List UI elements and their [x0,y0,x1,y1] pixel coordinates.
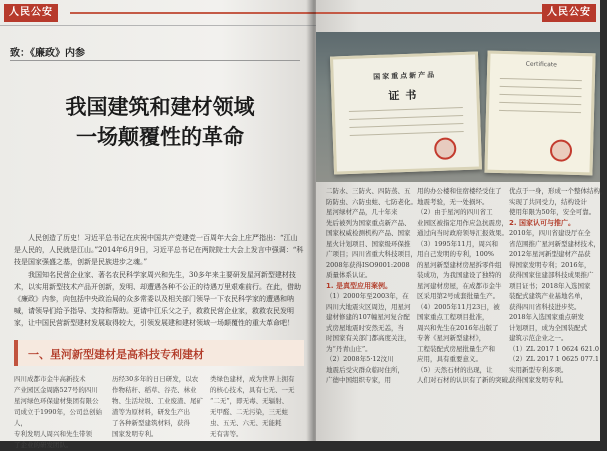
text-line: 工程装配式房屋批量生产和 [417,344,495,353]
certificate-text-line [500,78,582,81]
header-rule-right [316,12,546,14]
certificate-national-key-product [330,51,482,174]
text-line: （5）天然石材的出现，让 [417,365,493,374]
body-column-2 [112,374,204,440]
left-page-header [0,0,316,26]
certificate-2-heading: Certificate [525,60,557,69]
text-line: 用自己发明的专利，100% [417,250,495,258]
text-line: 国家重点工程项目批准， [417,313,489,321]
text-line: 优点于一身，形成一个整体结构， [509,187,607,195]
header-logo-left: 人民公安 [4,4,58,22]
text-line: 应用，具有重要意义。 [417,355,482,363]
text-line: 广项目；四川省重大科技项目， [326,250,417,258]
text-line: （1）ZL 2017 1 0624 621.0 [509,344,600,353]
text-line: 的核心技术，具有七无、一无 [210,386,295,394]
text-line: （3）1995年11月，周兴和 [417,239,498,248]
text-line: 通过向当时政府领导汇报效果。 [417,229,508,237]
text-line: 历经30多年的日日研发，以农 [112,375,199,383]
text-line: 专著《星河新型建材》， [417,334,486,342]
header-rule-left [70,12,316,14]
section-tag: 致：《廉政》内参 [10,48,85,59]
text-line: 渣等为原材料，研发生产出 [112,408,190,416]
text-line: 实现了共同受力，结构设计 [509,197,587,206]
text-line: 省范围推广星河新型建材技术， [509,239,600,248]
text-line: 业园区被指定用作应急抗震房， [417,218,508,227]
intro-paragraph: 我国知名民营企业家、著名农民科学家周兴和先生，30多年来主要研发星河新型建材技术，以实用新型技术产品开创新，发明、却遭遇各种不公正的待遇万里艰难前行。在此，借助《廉政》内参，向包括中央政治局的众多常委以及相关部门领导一下农民科学家的遭遇和呐喊，请领导们给予指导、支持和帮助。更请中江乐父之子，救救民营企业家，救救农民发明家，让中国民营新型建材发展取得较大，引领发展建和建材领域一场颠覆性的重大革命吧！ [14,271,301,327]
text-line: 人们对石材的认识有了新的突破。 [417,376,515,384]
text-line: （2）由于星河的四川省工 [417,208,493,216]
text-line: 项目证书；2018年入选国家 [509,281,591,290]
text-line: 专利发明人周兴和先生带领 [14,430,92,438]
text-line: 获得四川省科技进步奖。 [509,302,581,311]
text-line: 装配式建筑产业基地名单， [509,292,587,300]
certificate-text-line [499,94,581,97]
certificates-photo [316,32,600,182]
text-line: 1. 是真型应用案例。 [326,281,392,290]
text-line: 星河绿材产品，几十年来 [326,208,398,216]
text-line: 用的办公楼和住宿楼经受住了 [417,187,502,195]
article-headline [40,92,280,152]
text-line: 计划项目，成为全国装配式 [509,323,587,332]
body-column-3 [210,374,304,440]
text-line: 周兴和先生在2016年出版了 [417,323,499,332]
certificate-text-line [349,123,463,128]
text-line: （1）2000年至2003年，在 [326,292,409,300]
text-line: （2）ZL 2017 1 0625 077.1 [509,355,600,363]
intro-paragraph: 人民创造了历史！习近平总书记在庆祝中国共产党建党一百周年大会上庄严指出：“江山是人民的，人民就是江山。”2014年6月9日，习近平总书记在两院院士大会上发言中强调：“科技是国家强盛之基，创新是民族进步之魂。” [14,234,304,266]
intro-text [14,232,304,330]
text-line: 防防虫、六防虫蛀、七防老化。 [326,197,417,206]
text-line: 地震后受灾群众临时住所， [326,365,404,374]
text-line: 了企业的研发团队。 [14,441,73,449]
right-column-1 [326,186,417,386]
text-line: 为“丹青山庄”。 [326,344,372,353]
text-line: 无有害等。 [210,430,243,438]
text-line: 无甲醛、二无污染，三无蛀 [210,408,288,416]
text-line: 先后被列为国家重点新产品、 [326,218,411,227]
section-1-heading-bar [14,340,304,366]
text-line: 式房屋地震时安然无恙，当 [326,323,404,332]
text-line: 2018年入选国家重点研发 [509,313,585,321]
text-line: 作物秸秆、稻草、谷壳、林业 [112,386,197,394]
certificate-big-text: 证书 [388,88,423,103]
text-line: 星火计划项目、国家级环保推 [326,239,411,248]
text-line: 质量体系认证。 [326,271,372,279]
text-line: 建材修建的107幢星河复合配 [326,313,410,321]
text-line: 得国家发明专利；2016年， [509,260,591,269]
left-body-columns [14,374,304,449]
text-line: 星河建材房屋，在成都市金牛 [417,281,502,290]
red-seal-icon [550,139,573,162]
text-line: 国家权威检测机构产品、国家 [326,229,411,237]
text-line: 二防水、三防火、四防蒸、五 [326,187,411,195]
text-line: 星河绿色环保建材集团有限公 [14,397,99,405]
text-line: 四川大地震灾区周边，用星河 [326,302,411,311]
text-line: 物、生活垃圾、工业废渣、尾矿 [112,397,203,405]
certificate-text-line [499,110,581,113]
certificate-text-line [500,86,582,89]
text-line: 的星河新型建材房屋拆零件组 [417,260,502,269]
right-column-2 [417,186,515,386]
text-line: 广德中国组织专家，用 [326,376,391,384]
text-line: 时国家有关部门都高度关注， [326,334,411,342]
text-line: 地震考验，无一处损坏。 [417,197,489,206]
certificate-top-text: 国家重点新产品 [373,70,437,82]
certificate-text-line [350,131,464,136]
text-line: 使用年限为50年，安全可靠。 [509,208,596,216]
text-line: （2）2008年5·12汶川 [326,355,394,363]
text-line: 获得国家发明专利。 [509,376,568,384]
text-line: （4）2005年11月23日，被 [417,302,500,311]
text-line: 2010年，四川省建设厅在全 [509,229,591,237]
text-line: 了各种新型建筑材料，获得 [112,419,190,427]
text-line: 虫、五无、六无、无能耗 [210,419,282,427]
headline-line-2: 一场颠覆性的革命 [76,125,244,149]
certificate-second [484,51,595,176]
header-logo-right: 人民公安 [542,4,596,22]
text-line: 2. 国家认可与推广。 [509,218,575,227]
certificate-text-line [499,102,581,105]
red-seal-icon [434,137,457,160]
section-1-title: 一、星河新型建材是高科技专利建材 [28,348,204,361]
certificate-text-line [349,107,463,112]
text-line: 区采用第2号成套批量生产。 [417,292,500,300]
text-line: 2012年星河新型建材产品获 [509,250,591,258]
text-line: 类绿色建材，成为世界上拥有 [210,375,295,383]
headline-line-1: 我国建筑和建材领域 [65,95,255,119]
text-line: 产业园区金周路527号的四川 [14,386,98,394]
text-line: 司成立于1990年，公司总创始人， [14,408,103,427]
right-body-columns [316,186,607,441]
section-tag-underline [10,60,300,61]
text-line: 2008年获得ISO9001:2008 [326,260,410,269]
body-column-1 [14,374,106,451]
text-line: 建筑示范企业之一。 [509,334,568,342]
certificate-text-line [349,115,463,120]
text-line: 四川成都市金牛高新技术 [14,375,86,383]
text-line: 国家发明专利。 [112,430,158,438]
text-line: 获得国家住建部科技成果推广 [509,271,594,279]
right-page-header [316,0,600,26]
right-page [316,0,607,441]
right-column-3 [509,186,607,386]
text-line: 实用新型专利多项。 [509,365,568,374]
text-line: 装成功，为我国建设了独特的 [417,271,502,279]
text-line: “二无”，即无毒、无辐射、 [210,397,289,405]
